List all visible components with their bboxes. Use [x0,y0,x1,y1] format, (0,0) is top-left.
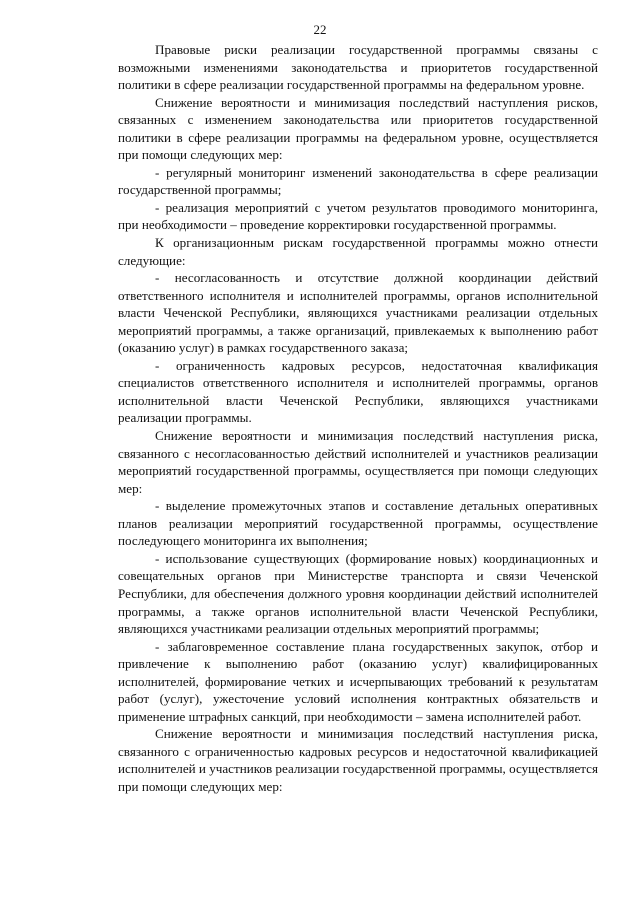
paragraph-coordination-risk-mitigation: Снижение вероятности и минимизация последствий наступления риска, связанного с несогласованностью действий исполнителей и участников реализации мероприятий государственной программы, осуществляется при помощи следующих мер: [118,428,598,496]
list-item: - использование существующих (формирование новых) координационных и совещательных органов при Министерстве транспорта и связи Чеченской Республики, для обеспечения должного уровня координации действий исполнителей программы, а также органов исполнительной власти Чеченской Республики, являющихся участниками реализации отдельных мероприятий программы; [118,550,598,637]
page-number: 22 [313,22,327,37]
paragraph-legal-risks: Правовые риски реализации государственной программы связаны с возможными изменениями законодательства и приоритетов государственной политики в сфере реализации государственной программы на федеральном уровне. [118,42,598,93]
paragraph-organizational-risks: К организационным рискам государственной программы можно отнести следующие: [118,235,598,268]
list-item: - ограниченность кадровых ресурсов, недостаточная квалификация специалистов ответственного исполнителя и исполнителей программы, органов исполнительной власти Чеченской Республики, являющихся участниками реализации программы. [118,357,598,426]
list-item: - реализация мероприятий с учетом результатов проводимого мониторинга, при необходимости – проведение корректировки государственной программы. [118,199,598,233]
list-item: - регулярный мониторинг изменений законодательства в сфере реализации государственной программы; [118,164,598,198]
list-item: - несогласованность и отсутствие должной координации действий ответственного исполнителя и исполнителей программы, органов исполнительной власти Чеченской Республики, являющихся участниками реализации отдельных мероприятий программы, а также организаций, привлекаемых к выполнению работ (оказанию услуг) в рамках государственного заказа; [118,270,598,356]
paragraph-staffing-risk-mitigation: Снижение вероятности и минимизация последствий наступления риска, связанного с ограниченностью кадровых ресурсов и недостаточной квалификацией исполнителей и участников реализации государственной программы, осуществляется при помощи следующих мер: [118,726,598,794]
paragraph-legal-risk-mitigation: Снижение вероятности и минимизация последствий наступления рисков, связанных с изменением законодательства или приоритетов государственной политики в сфере реализации программы на федеральном уровне, осуществляется при помощи следующих мер: [118,94,598,163]
page-body [118,41,598,796]
list-item: - заблаговременное составление плана государственных закупок, отбор и привлечение к выполнению работ (оказанию услуг) квалифицированных исполнителей, формирование четких и исчерпывающих требований к результатам работ (услуг), ужесточение условий исполнения контрактных обязательств и применение штрафных санкций, при необходимости – замена исполнителей работ. [118,638,598,724]
list-item: - выделение промежуточных этапов и составление детальных оперативных планов реализации мероприятий государственной программы, осуществление последующего мониторинга их выполнения; [118,498,598,549]
